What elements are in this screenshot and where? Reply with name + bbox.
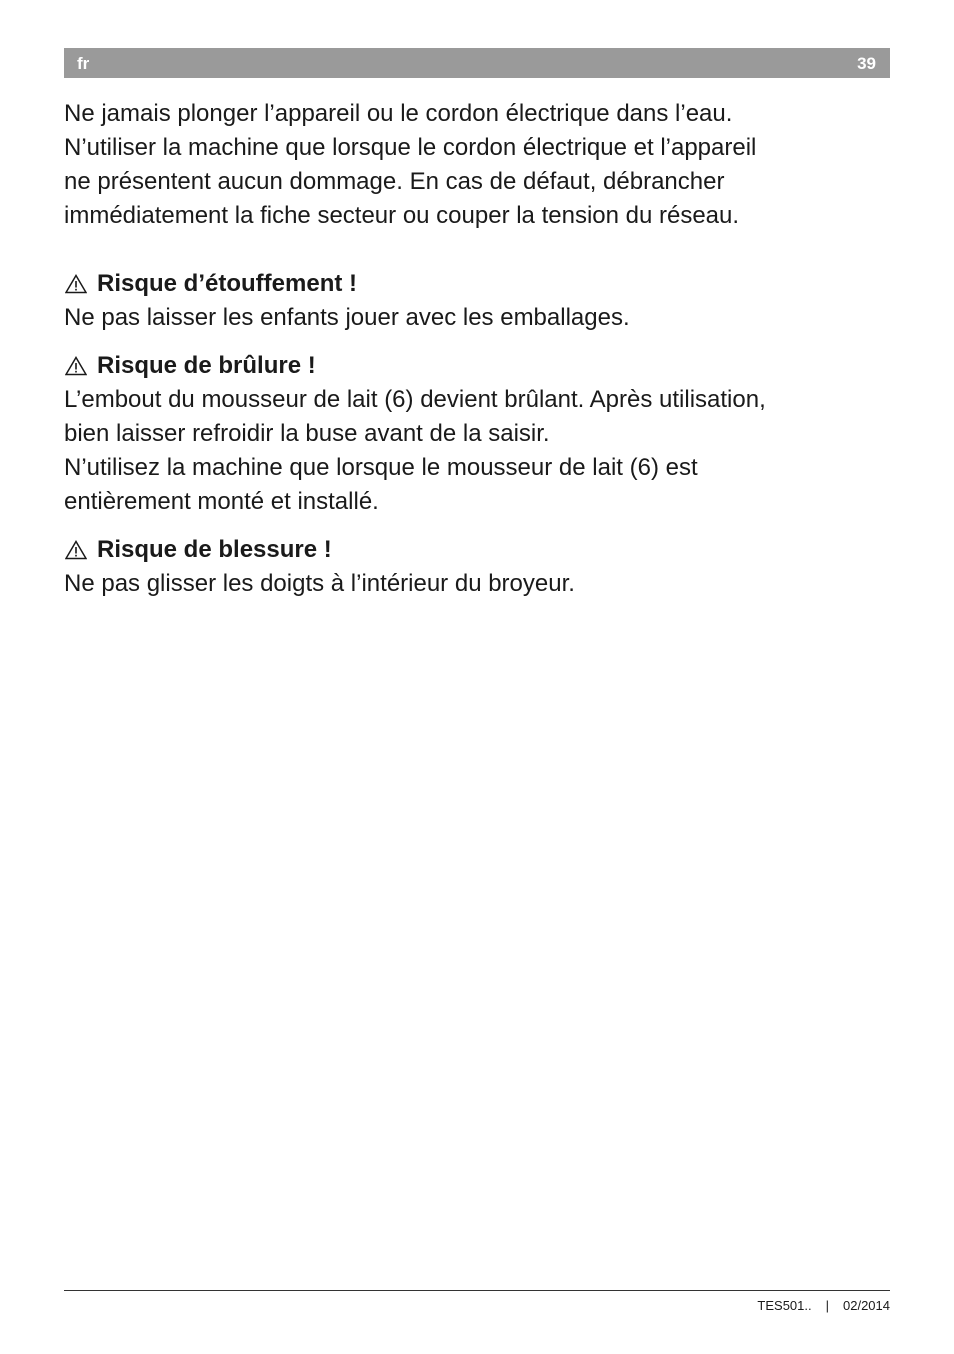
intro-line: immédiatement la fiche secteur ou couper la tension du réseau. [64,202,740,229]
footer-model: TES501.. [757,1298,812,1313]
page-header-bar [64,48,890,78]
intro-paragraph [64,97,890,233]
section-choking-hazard [64,267,890,335]
intro-line: ne présentent aucun dommage. En cas de défaut, débrancher [64,168,725,195]
footer-date: 02/2014 [843,1298,890,1313]
language-code: fr [77,54,90,73]
footer-separator: | [825,1298,829,1313]
intro-line: N’utiliser la machine que lorsque le cordon électrique et l’appareil [64,134,757,161]
section-burn-hazard [64,349,890,519]
section-title: Risque d’étouffement ! [97,270,358,297]
section-title: Risque de brûlure ! [97,352,316,379]
section-title: Risque de blessure ! [97,536,332,563]
section-line: bien laisser refroidir la buse avant de la saisir. [64,420,550,447]
page-content [64,97,890,601]
section-heading [64,349,890,383]
page-footer [757,1297,890,1315]
footer-divider [64,1290,890,1291]
section-heading [64,533,890,567]
section-heading [64,267,890,301]
section-line: entièrement monté et installé. [64,488,379,515]
section-line: L’embout du mousseur de lait (6) devient brûlant. Après utilisation, [64,386,766,413]
section-injury-hazard [64,533,890,601]
section-line: Ne pas laisser les enfants jouer avec les emballages. [64,304,630,331]
intro-line: Ne jamais plonger l’appareil ou le cordon électrique dans l’eau. [64,100,733,127]
section-line: N’utilisez la machine que lorsque le mousseur de lait (6) est [64,454,698,481]
warning-triangle-icon [65,356,87,376]
warning-triangle-icon [65,540,87,560]
warning-triangle-icon [65,274,87,294]
section-line: Ne pas glisser les doigts à l’intérieur du broyeur. [64,570,575,597]
page-number: 39 [857,54,876,73]
